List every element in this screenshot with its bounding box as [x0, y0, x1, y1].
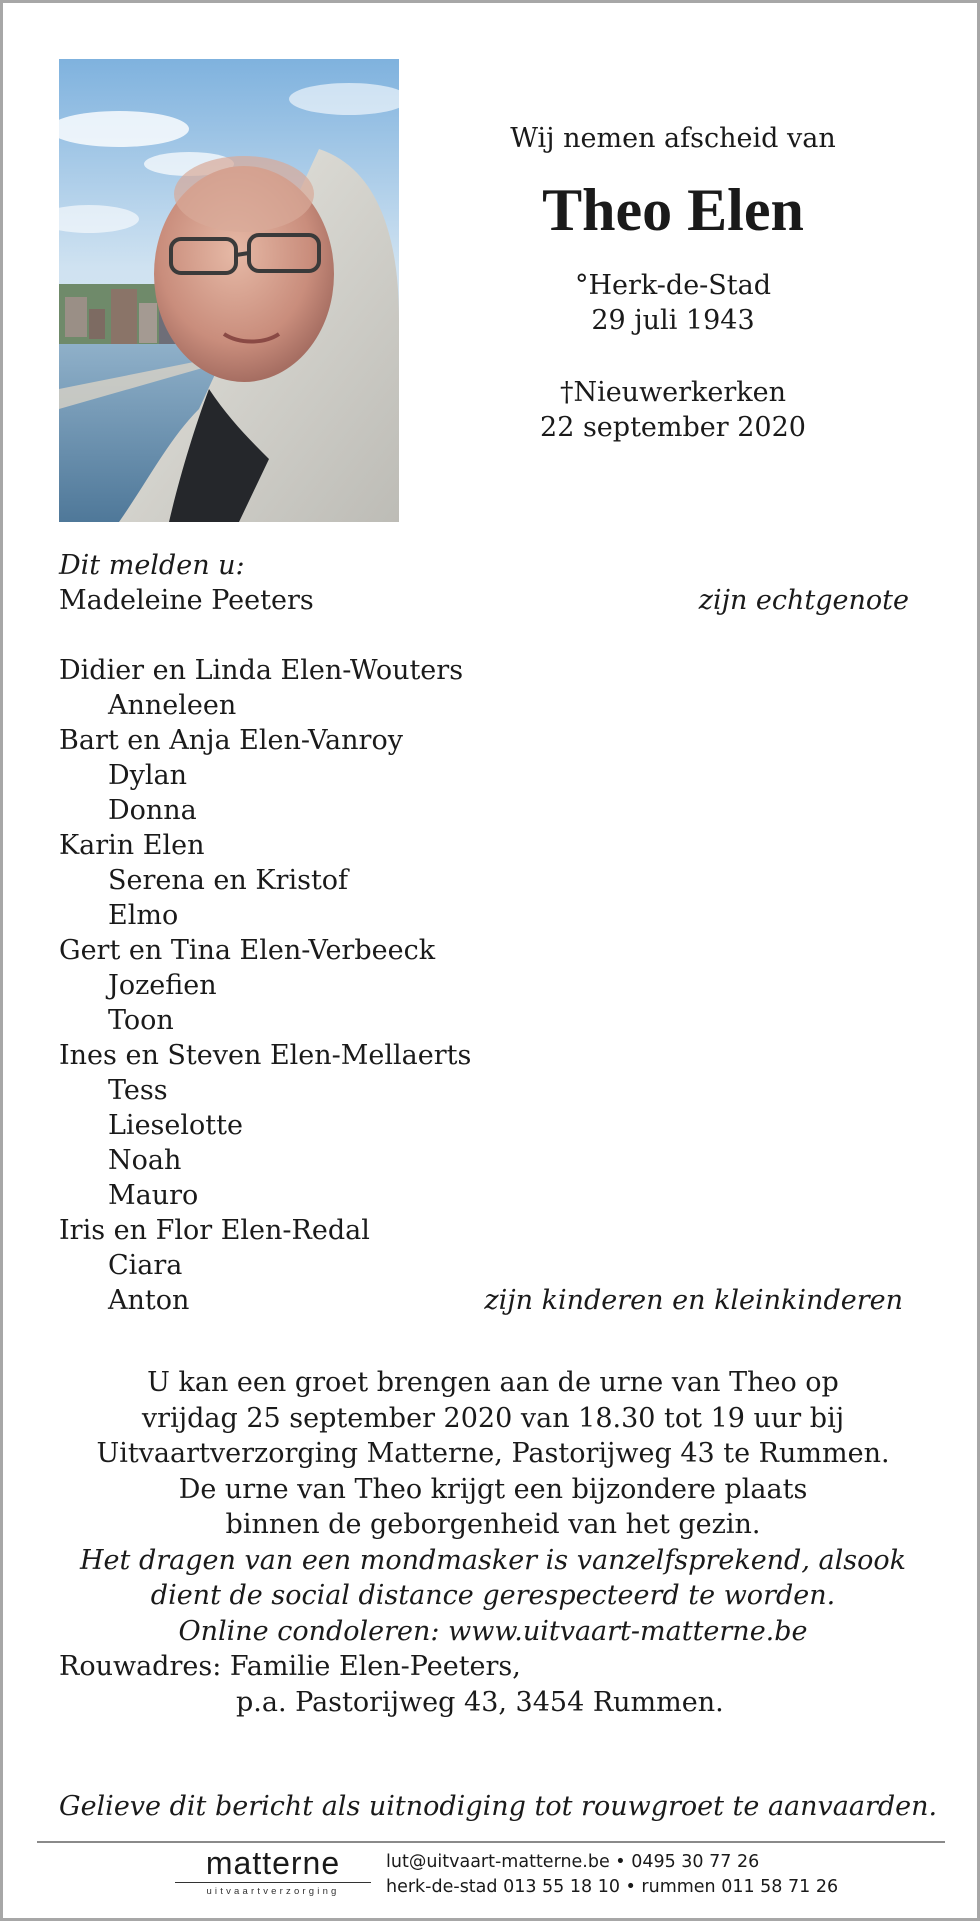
mourning-address	[59, 1649, 919, 1721]
address-line-2: p.a. Pastorijweg 43, 3454 Rummen.	[236, 1687, 724, 1718]
grandchild-row: Dylan	[108, 760, 188, 791]
death-date: 22 september 2020	[540, 412, 806, 443]
grandchild-row: Elmo	[108, 900, 179, 931]
address-line-1: Rouwadres: Familie Elen-Peeters,	[59, 1651, 521, 1682]
parents-row: Didier en Linda Elen-Wouters	[59, 655, 464, 686]
funeral-home-contact	[386, 1850, 838, 1900]
spouse-note: zijn echtgenote	[698, 585, 909, 616]
family-intro: Dit melden u:	[59, 550, 245, 581]
grandchild-row: Donna	[108, 795, 197, 826]
children-note: zijn kinderen en kleinkinderen	[484, 1285, 903, 1316]
grandchild-row: Tess	[108, 1075, 168, 1106]
intro-text: Wij nemen afscheid van	[510, 123, 836, 154]
parents-row: Karin Elen	[59, 830, 205, 861]
funeral-home-logo	[175, 1846, 371, 1897]
portrait-photo	[59, 59, 399, 522]
portrait-image	[59, 59, 399, 522]
spouse-name: Madeleine Peeters	[59, 585, 314, 616]
logo-subtitle: uitvaartverzorging	[206, 1886, 340, 1897]
grandchild-row: Jozefien	[108, 970, 217, 1001]
last-grandchild-row	[59, 1283, 909, 1318]
notice-line: binnen de geborgenheid van het gezin.	[225, 1509, 761, 1540]
notice-italic-line: Het dragen van een mondmasker is vanzelfsprekend, alsook	[80, 1544, 906, 1576]
notice-line: U kan een groet brengen aan de urne van Theo op	[147, 1367, 839, 1398]
spouse-row	[59, 583, 909, 618]
parents-row: Ines en Steven Elen-Mellaerts	[59, 1040, 472, 1071]
death-place: †Nieuwerkerken	[559, 377, 787, 408]
notice-line: Uitvaartverzorging Matterne, Pastorijweg 43 te Rummen.	[96, 1438, 890, 1469]
notice-line: vrijdag 25 september 2020 van 18.30 tot 19 uur bij	[141, 1402, 845, 1434]
grandchild-row: Ciara	[108, 1250, 183, 1281]
notice-line: De urne van Theo krijgt een bijzondere plaats	[178, 1473, 808, 1505]
parents-row: Gert en Tina Elen-Verbeeck	[59, 935, 436, 966]
deceased-header	[433, 123, 913, 445]
grandchild-row: Lieselotte	[108, 1110, 243, 1141]
grandchild-row: Mauro	[108, 1180, 199, 1211]
logo-wordmark: matterne	[205, 1845, 341, 1881]
contact-line-1: lut@uitvaart-matterne.be • 0495 30 77 26	[386, 1852, 760, 1872]
birth-date: 29 juli 1943	[591, 305, 755, 336]
parents-row: Bart en Anja Elen-Vanroy	[59, 725, 403, 756]
grandchild-row: Serena en Kristof	[108, 865, 349, 896]
grandchild-row: Anneleen	[108, 690, 237, 721]
grandchild-name: Anton	[108, 1285, 190, 1316]
parents-row: Iris en Flor Elen-Redal	[59, 1215, 370, 1246]
online-condolence-line: Online condoleren: www.uitvaart-matterne.be	[178, 1615, 808, 1647]
grandchild-row: Noah	[108, 1145, 182, 1176]
footer-divider	[37, 1841, 945, 1843]
family-list	[59, 548, 909, 1318]
invitation-text: Gelieve dit bericht als uitnodiging tot rouwgroet te aanvaarden.	[59, 1791, 938, 1822]
visitation-notice	[43, 1365, 943, 1649]
birth-place: °Herk-de-Stad	[574, 270, 772, 301]
grandchild-row: Toon	[108, 1005, 174, 1036]
notice-italic-line: dient de social distance gerespecteerd te worden.	[150, 1580, 836, 1611]
contact-line-2: herk-de-stad 013 55 18 10 • rummen 011 58 71 26	[386, 1877, 839, 1897]
deceased-name: Theo Elen	[542, 177, 804, 243]
